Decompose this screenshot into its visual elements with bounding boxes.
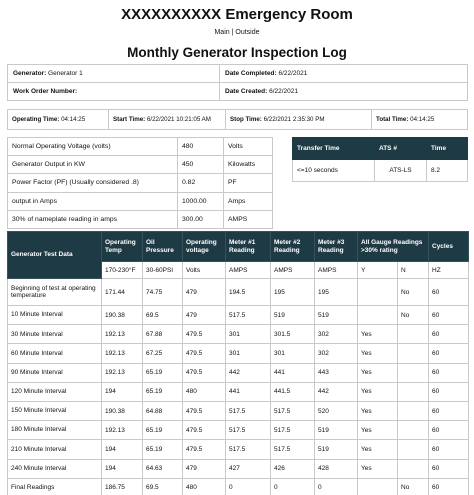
generator-test-data-table bbox=[7, 231, 469, 495]
param-value: 1000.00 bbox=[178, 192, 224, 210]
meter-3: 0 bbox=[315, 478, 358, 495]
operating-voltage: 479.5 bbox=[183, 401, 226, 420]
interval-label: 240 Minute Interval bbox=[8, 459, 102, 478]
param-unit: Kilowatts bbox=[224, 156, 273, 174]
oil-pressure: 65.19 bbox=[143, 440, 183, 459]
ats-table bbox=[292, 137, 468, 182]
meter-1: 441 bbox=[226, 382, 271, 401]
gauge-no bbox=[398, 401, 429, 420]
unit-hz: HZ bbox=[429, 262, 469, 279]
header-operating-temp: Operating Temp bbox=[102, 232, 143, 262]
cycles: 60 bbox=[429, 344, 469, 363]
interval-label: 210 Minute Interval bbox=[8, 440, 102, 459]
param-label: 30% of nameplate reading in amps bbox=[8, 210, 178, 228]
param-unit: Amps bbox=[224, 192, 273, 210]
operating-temp: 190.38 bbox=[102, 401, 143, 420]
meter-2: 517.5 bbox=[271, 401, 315, 420]
meter-2: 195 bbox=[271, 279, 315, 306]
operating-voltage: 479.5 bbox=[183, 363, 226, 382]
meter-2: 301.5 bbox=[271, 325, 315, 344]
generator-field bbox=[8, 65, 220, 83]
operating-voltage: 479 bbox=[183, 279, 226, 306]
table-row bbox=[8, 279, 469, 306]
header-meter-1: Meter #1 Reading bbox=[226, 232, 271, 262]
operating-temp: 194 bbox=[102, 459, 143, 478]
meter-1: 427 bbox=[226, 459, 271, 478]
stop-time-value: 6/22/2021 2:35:30 PM bbox=[263, 116, 325, 123]
meter-3: 519 bbox=[315, 421, 358, 440]
gauge-no: No bbox=[398, 478, 429, 495]
gauge-no bbox=[398, 325, 429, 344]
table-row bbox=[8, 325, 469, 344]
operating-temp: 192.13 bbox=[102, 325, 143, 344]
interval-label: 10 Minute Interval bbox=[8, 306, 102, 325]
operating-temp: 186.75 bbox=[102, 478, 143, 495]
meter-2: 441 bbox=[271, 363, 315, 382]
gauge-yes: Yes bbox=[358, 440, 398, 459]
interval-label: 90 Minute Interval bbox=[8, 363, 102, 382]
meter-3: 428 bbox=[315, 459, 358, 478]
gauge-no: No bbox=[398, 306, 429, 325]
param-unit: AMPS bbox=[224, 210, 273, 228]
interval-label: 150 Minute Interval bbox=[8, 401, 102, 420]
meter-2: 441.5 bbox=[271, 382, 315, 401]
oil-pressure: 65.19 bbox=[143, 382, 183, 401]
operating-temp: 192.13 bbox=[102, 344, 143, 363]
gauge-no bbox=[398, 382, 429, 401]
meter-3: 302 bbox=[315, 344, 358, 363]
table-row bbox=[8, 440, 469, 459]
meter-3: 519 bbox=[315, 440, 358, 459]
operating-time-value: 04:14:25 bbox=[61, 116, 86, 123]
table-row bbox=[8, 344, 469, 363]
oil-pressure: 67.25 bbox=[143, 344, 183, 363]
header-operating-voltage: Operating voltage bbox=[183, 232, 226, 262]
meter-3: 195 bbox=[315, 279, 358, 306]
ats-number: ATS-LS bbox=[375, 160, 427, 182]
start-time-field bbox=[109, 110, 226, 130]
table-row bbox=[8, 382, 469, 401]
gauge-yes: Yes bbox=[358, 344, 398, 363]
cycles: 60 bbox=[429, 459, 469, 478]
meter-2: 0 bbox=[271, 478, 315, 495]
header-cycles: Cycles bbox=[429, 232, 469, 262]
generator-label: Generator: bbox=[13, 70, 47, 77]
meter-2: 301 bbox=[271, 344, 315, 363]
table-row bbox=[8, 401, 469, 420]
meter-3: 302 bbox=[315, 325, 358, 344]
gauge-no bbox=[398, 344, 429, 363]
cycles: 60 bbox=[429, 440, 469, 459]
oil-pressure: 67.88 bbox=[143, 325, 183, 344]
gauge-no: No bbox=[398, 279, 429, 306]
operating-voltage: 479 bbox=[183, 459, 226, 478]
cycles: 60 bbox=[429, 306, 469, 325]
cycles: 60 bbox=[429, 325, 469, 344]
meter-3: 442 bbox=[315, 382, 358, 401]
gauge-yes: Yes bbox=[358, 459, 398, 478]
start-time-label: Start Time: bbox=[113, 116, 146, 123]
meter-1: 0 bbox=[226, 478, 271, 495]
page-title: XXXXXXXXXX Emergency Room bbox=[121, 6, 353, 23]
header-test-data: Generator Test Data bbox=[8, 232, 102, 279]
meter-2: 519 bbox=[271, 306, 315, 325]
param-value: 480 bbox=[178, 138, 224, 156]
stop-time-label: Stop Time: bbox=[230, 116, 262, 123]
param-value: 300.00 bbox=[178, 210, 224, 228]
meter-3: 519 bbox=[315, 306, 358, 325]
generator-value: Generator 1 bbox=[48, 70, 83, 77]
param-label: Normal Operating Voltage (volts) bbox=[8, 138, 178, 156]
date-created-field bbox=[220, 83, 468, 101]
param-label: Power Factor (PF) (Usually considered .8) bbox=[8, 174, 178, 192]
param-value: 0.82 bbox=[178, 174, 224, 192]
meter-1: 301 bbox=[226, 325, 271, 344]
cycles: 60 bbox=[429, 279, 469, 306]
ats-header-transfer-time: Transfer Time bbox=[293, 138, 375, 160]
unit-temp: 170-230°F bbox=[102, 262, 143, 279]
meter-1: 442 bbox=[226, 363, 271, 382]
operating-temp: 171.44 bbox=[102, 279, 143, 306]
meter-2: 517.5 bbox=[271, 440, 315, 459]
param-row bbox=[8, 210, 273, 228]
date-completed-label: Date Completed: bbox=[225, 70, 277, 77]
table-row bbox=[8, 459, 469, 478]
total-time-value: 04:14:25 bbox=[410, 116, 435, 123]
date-completed-field bbox=[220, 65, 468, 83]
oil-pressure: 65.19 bbox=[143, 363, 183, 382]
gauge-no bbox=[398, 459, 429, 478]
cycles: 60 bbox=[429, 363, 469, 382]
unit-no: N bbox=[398, 262, 429, 279]
date-created-value: 6/22/2021 bbox=[269, 88, 298, 95]
oil-pressure: 64.63 bbox=[143, 459, 183, 478]
log-body bbox=[8, 279, 469, 495]
work-order-label: Work Order Number: bbox=[13, 88, 78, 95]
operating-voltage: 480 bbox=[183, 382, 226, 401]
param-unit: Volts bbox=[224, 138, 273, 156]
operating-temp: 192.13 bbox=[102, 421, 143, 440]
ats-header-ats-number: ATS # bbox=[375, 138, 427, 160]
table-row bbox=[8, 363, 469, 382]
unit-yes: Y bbox=[358, 262, 398, 279]
param-value: 450 bbox=[178, 156, 224, 174]
cycles: 60 bbox=[429, 478, 469, 495]
gauge-yes: Yes bbox=[358, 325, 398, 344]
meter-1: 194.5 bbox=[226, 279, 271, 306]
total-time-field bbox=[372, 110, 468, 130]
oil-pressure: 74.75 bbox=[143, 279, 183, 306]
meter-2: 426 bbox=[271, 459, 315, 478]
oil-pressure: 65.19 bbox=[143, 421, 183, 440]
meter-2: 517.5 bbox=[271, 421, 315, 440]
gauge-no bbox=[398, 421, 429, 440]
cycles: 60 bbox=[429, 401, 469, 420]
param-row bbox=[8, 156, 273, 174]
param-row bbox=[8, 138, 273, 156]
param-row bbox=[8, 174, 273, 192]
gauge-yes bbox=[358, 306, 398, 325]
ats-header-time: Time bbox=[427, 138, 468, 160]
operating-voltage: 479 bbox=[183, 306, 226, 325]
oil-pressure: 64.88 bbox=[143, 401, 183, 420]
generator-parameters-table bbox=[7, 137, 273, 229]
oil-pressure: 69.5 bbox=[143, 306, 183, 325]
operating-temp: 192.13 bbox=[102, 363, 143, 382]
gauge-yes: Yes bbox=[358, 382, 398, 401]
nav-links bbox=[0, 29, 474, 36]
operating-voltage: 480 bbox=[183, 478, 226, 495]
table-row bbox=[8, 306, 469, 325]
header-gauge-readings: All Gauge Readings >30% rating bbox=[358, 232, 429, 262]
ats-time: 8.2 bbox=[427, 160, 468, 182]
nav-main-link[interactable]: Main bbox=[214, 29, 230, 36]
param-unit: PF bbox=[224, 174, 273, 192]
gauge-no bbox=[398, 440, 429, 459]
timing-table bbox=[7, 109, 468, 130]
meter-1: 517.5 bbox=[226, 421, 271, 440]
interval-label: 60 Minute Interval bbox=[8, 344, 102, 363]
unit-voltage: Volts bbox=[183, 262, 226, 279]
operating-voltage: 479.5 bbox=[183, 344, 226, 363]
stop-time-field bbox=[226, 110, 372, 130]
interval-label: Beginning of test at operating temperature bbox=[8, 279, 102, 306]
table-row bbox=[8, 421, 469, 440]
table-row bbox=[8, 478, 469, 495]
meter-1: 517.5 bbox=[226, 401, 271, 420]
param-label: output in Amps bbox=[8, 192, 178, 210]
unit-meter-3: AMPS bbox=[315, 262, 358, 279]
header-oil-pressure: Oil Pressure bbox=[143, 232, 183, 262]
meter-3: 520 bbox=[315, 401, 358, 420]
interval-label: 180 Minute Interval bbox=[8, 421, 102, 440]
cycles: 60 bbox=[429, 421, 469, 440]
operating-voltage: 479.5 bbox=[183, 421, 226, 440]
cycles: 60 bbox=[429, 382, 469, 401]
operating-time-field bbox=[8, 110, 109, 130]
gauge-yes: Yes bbox=[358, 401, 398, 420]
operating-temp: 194 bbox=[102, 440, 143, 459]
date-completed-value: 6/22/2021 bbox=[278, 70, 308, 77]
param-label: Generator Output in KW bbox=[8, 156, 178, 174]
header-meter-3: Meter #3 Reading bbox=[315, 232, 358, 262]
nav-separator: | bbox=[231, 29, 234, 36]
work-order-field bbox=[8, 83, 220, 101]
ats-transfer-time: <=10 seconds bbox=[293, 160, 375, 182]
log-title: Monthly Generator Inspection Log bbox=[127, 45, 347, 60]
interval-label: 30 Minute Interval bbox=[8, 325, 102, 344]
meter-3: 443 bbox=[315, 363, 358, 382]
interval-label: 120 Minute Interval bbox=[8, 382, 102, 401]
operating-time-label: Operating Time: bbox=[12, 116, 60, 123]
unit-meter-2: AMPS bbox=[271, 262, 315, 279]
gauge-yes: Yes bbox=[358, 421, 398, 440]
operating-temp: 190.38 bbox=[102, 306, 143, 325]
nav-outside-link[interactable]: Outside bbox=[235, 29, 260, 36]
operating-temp: 194 bbox=[102, 382, 143, 401]
gauge-yes bbox=[358, 478, 398, 495]
gauge-no bbox=[398, 363, 429, 382]
unit-pressure: 30-60PSI bbox=[143, 262, 183, 279]
operating-voltage: 479.5 bbox=[183, 325, 226, 344]
date-created-label: Date Created: bbox=[225, 88, 268, 95]
header-meter-2: Meter #2 Reading bbox=[271, 232, 315, 262]
gauge-yes bbox=[358, 279, 398, 306]
operating-voltage: 479.5 bbox=[183, 440, 226, 459]
interval-label: Final Readings bbox=[8, 478, 102, 495]
start-time-value: 6/22/2021 10:21:05 AM bbox=[146, 116, 211, 123]
generator-info-table bbox=[7, 64, 468, 101]
meter-1: 517.5 bbox=[226, 440, 271, 459]
oil-pressure: 69.5 bbox=[143, 478, 183, 495]
meter-1: 301 bbox=[226, 344, 271, 363]
param-row bbox=[8, 192, 273, 210]
unit-meter-1: AMPS bbox=[226, 262, 271, 279]
gauge-yes: Yes bbox=[358, 363, 398, 382]
total-time-label: Total Time: bbox=[376, 116, 409, 123]
meter-1: 517.5 bbox=[226, 306, 271, 325]
